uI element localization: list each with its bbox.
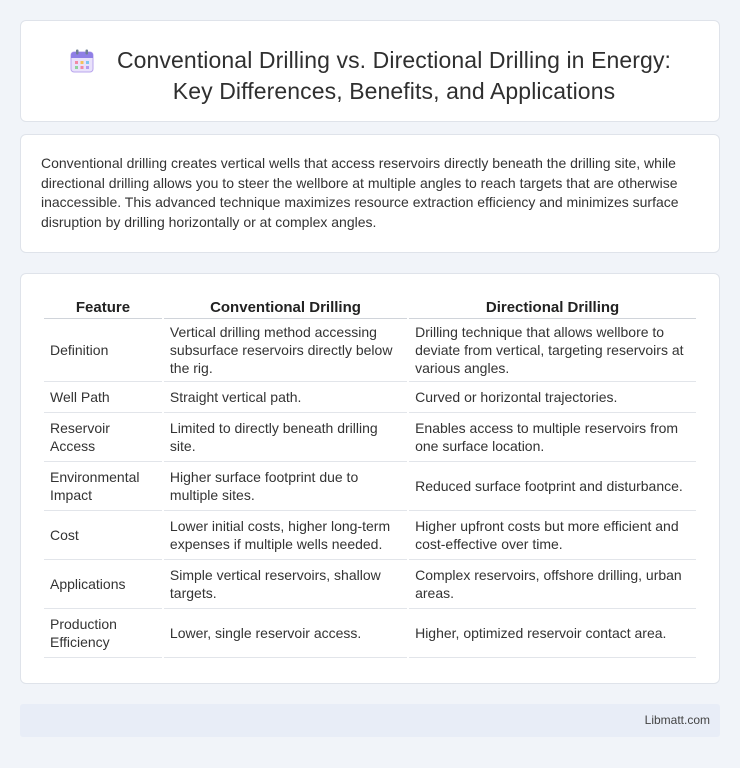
header-directional: Directional Drilling	[409, 294, 696, 319]
conventional-cell: Simple vertical reservoirs, shallow targets.	[164, 560, 407, 609]
conventional-cell: Straight vertical path.	[164, 382, 407, 413]
conventional-cell: Vertical drilling method accessing subsurface reservoirs directly below the rig.	[164, 319, 407, 382]
header-conventional: Conventional Drilling	[164, 294, 407, 319]
table-row	[44, 462, 696, 511]
directional-cell: Higher, optimized reservoir contact area.	[409, 609, 696, 658]
feature-cell: Applications	[44, 560, 162, 609]
directional-cell: Higher upfront costs but more efficient and cost-effective over time.	[409, 511, 696, 560]
feature-cell: Well Path	[44, 382, 162, 413]
conventional-cell: Higher surface footprint due to multiple sites.	[164, 462, 407, 511]
directional-cell: Reduced surface footprint and disturbance.	[409, 462, 696, 511]
title-line-2: Key Differences, Benefits, and Applications	[172, 78, 616, 104]
conventional-cell: Lower initial costs, higher long-term expenses if multiple wells needed.	[164, 511, 407, 560]
table-row	[44, 413, 696, 462]
table-row	[44, 511, 696, 560]
conventional-cell: Lower, single reservoir access.	[164, 609, 407, 658]
intro-paragraph: Conventional drilling creates vertical wells that access reservoirs directly beneath the drilling site, while directional drilling allows you to steer the wellbore at multiple angles to reach targets that are otherwise inaccessible. This advanced technique maximizes resource extraction efficiency and minimizes surface disruption by drilling horizontally or at complex angles.	[41, 155, 679, 230]
table-row	[44, 319, 696, 382]
table-row	[44, 560, 696, 609]
feature-cell: Cost	[44, 511, 162, 560]
comparison-table-card	[20, 273, 720, 684]
directional-cell: Curved or horizontal trajectories.	[409, 382, 696, 413]
footer	[20, 704, 720, 737]
table-row	[44, 382, 696, 413]
page-title	[117, 45, 671, 107]
directional-cell: Complex reservoirs, offshore drilling, urban areas.	[409, 560, 696, 609]
directional-cell: Drilling technique that allows wellbore to deviate from vertical, targeting reservoirs at various angles.	[409, 319, 696, 382]
feature-cell: Definition	[44, 319, 162, 382]
directional-cell: Enables access to multiple reservoirs from one surface location.	[409, 413, 696, 462]
feature-cell: Reservoir Access	[44, 413, 162, 462]
feature-cell: Production Efficiency	[44, 609, 162, 658]
table-row	[44, 609, 696, 658]
calendar-icon	[69, 48, 95, 74]
table-header-row	[44, 294, 696, 319]
conventional-cell: Limited to directly beneath drilling site.	[164, 413, 407, 462]
intro-card	[20, 134, 720, 253]
header	[21, 21, 719, 107]
footer-brand-link[interactable]: Libmatt.com	[644, 713, 710, 727]
feature-cell: Environmental Impact	[44, 462, 162, 511]
header-card	[20, 20, 720, 122]
title-line-1: Conventional Drilling vs. Directional Drilling in Energy:	[116, 47, 672, 73]
header-feature: Feature	[44, 294, 162, 319]
comparison-table	[42, 294, 698, 658]
